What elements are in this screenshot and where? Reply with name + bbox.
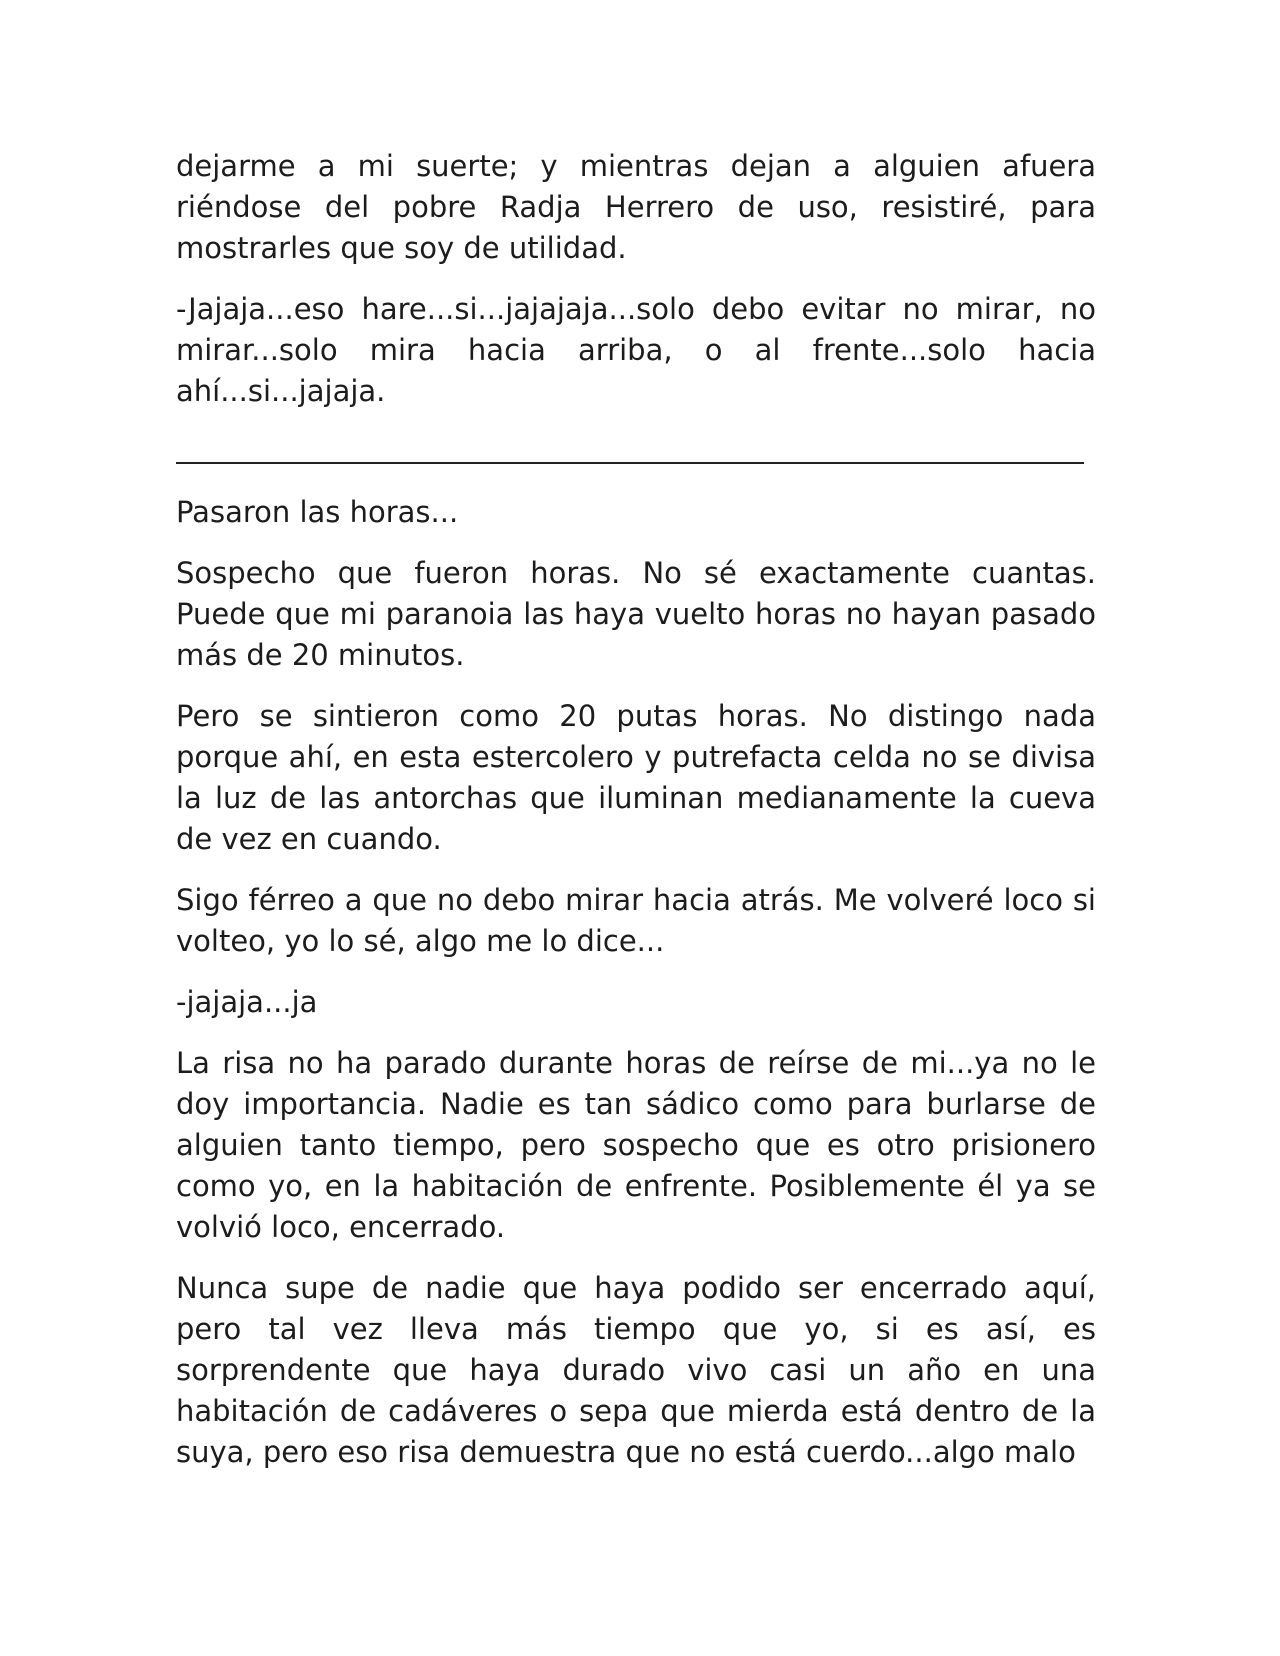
paragraph: Sigo férreo a que no debo mirar hacia atrás. Me volveré loco si volteo, yo lo sé, algo me lo dice...: [176, 883, 1096, 958]
paragraph: -jajaja...ja: [176, 985, 318, 1019]
paragraph: Pero se sintieron como 20 putas horas. No distingo nada porque ahí, en esta estercolero y putrefacta celda no se divisa la luz de las antorchas que iluminan medianamente la cueva de vez en cuando.: [176, 699, 1096, 856]
section-divider: [176, 462, 1084, 464]
page-body: [176, 146, 1096, 1493]
paragraph: dejarme a mi suerte; y mientras dejan a alguien afuera riéndose del pobre Radja Herrero de uso, resistiré, para mostrarles que soy de utilidad.: [176, 149, 1096, 265]
paragraph: Sospecho que fueron horas. No sé exactamente cuantas. Puede que mi paranoia las haya vuelto horas no hayan pasado más de 20 minutos.: [176, 556, 1096, 672]
paragraph: Nunca supe de nadie que haya podido ser encerrado aquí, pero tal vez lleva más tiempo que yo, si es así, es sorprendente que haya durado vivo casi un año en una habitación de cadáveres o sepa que mierda está dentro de la suya, pero eso risa demuestra que no está cuerdo...algo malo: [176, 1271, 1096, 1469]
paragraph: Pasaron las horas...: [176, 495, 459, 529]
paragraph: La risa no ha parado durante horas de reírse de mi...ya no le doy importancia. Nadie es tan sádico como para burlarse de alguien tanto tiempo, pero sospecho que es otro prisionero como yo, en la habitación de enfrente. Posiblemente él ya se volvió loco, encerrado.: [176, 1046, 1096, 1244]
paragraph: -Jajaja...eso hare...si...jajajaja...solo debo evitar no mirar, no mirar...solo mira hacia arriba, o al frente...solo hacia ahí...si...jajaja.: [176, 292, 1096, 408]
